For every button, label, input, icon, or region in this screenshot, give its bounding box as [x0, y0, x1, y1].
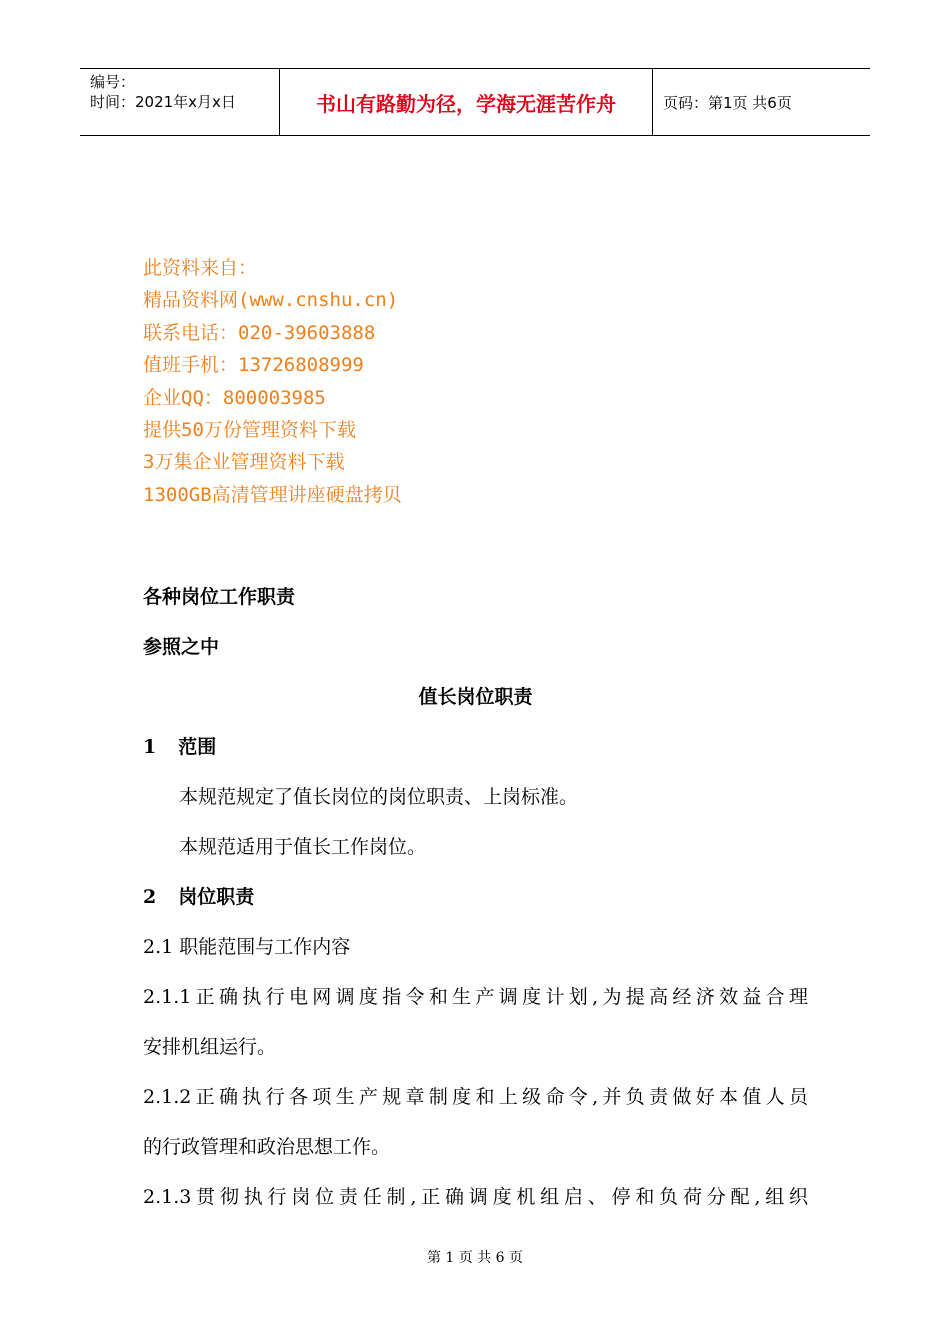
paragraph-line: 安排机组运行。	[143, 1036, 277, 1058]
ad-line: 值班手机：13726808999	[143, 354, 364, 377]
doc-subheading: 参照之中	[143, 636, 220, 658]
doc-heading: 各种岗位工作职责	[143, 586, 296, 608]
ad-line: 3万集企业管理资料下载	[143, 451, 345, 474]
section-number: 2	[143, 886, 157, 908]
paragraph-line: 的行政管理和政治思想工作。	[143, 1136, 391, 1158]
header-meta	[80, 69, 280, 135]
header-time-label: 时间：2021年x月x日	[90, 93, 236, 111]
subsection-heading: 2.1 职能范围与工作内容	[143, 936, 351, 958]
paragraph: 本规范规定了值长岗位的岗位职责、上岗标准。	[179, 786, 579, 808]
header-motto: 书山有路勤为径，学海无涯苦作舟	[280, 69, 653, 135]
ad-line: 企业QQ：800003985	[143, 386, 326, 409]
header-page-label: 页码：第1页 共6页	[663, 93, 792, 112]
ad-block	[143, 252, 402, 511]
ad-line: 1300GB高清管理讲座硬盘拷贝	[143, 483, 402, 506]
page-header	[80, 68, 870, 136]
ad-line: 联系电话：020-39603888	[143, 321, 376, 344]
section-heading	[143, 732, 216, 759]
doc-title: 值长岗位职责	[418, 686, 533, 708]
section-title: 岗位职责	[178, 886, 255, 908]
ad-line: 提供50万份管理资料下载	[143, 419, 356, 442]
paragraph: 本规范适用于值长工作岗位。	[179, 836, 427, 858]
paragraph-line: 2.1.1正确执行电网调度指令和生产调度计划,为提高经济效益合理	[143, 986, 808, 1008]
page-footer: 第 1 页 共 6 页	[426, 1250, 524, 1266]
paragraph-line: 2.1.2正确执行各项生产规章制度和上级命令,并负责做好本值人员	[143, 1086, 808, 1108]
header-number-label: 编号：	[90, 73, 136, 91]
section-number: 1	[143, 736, 157, 758]
ad-line: 此资料来自：	[143, 257, 258, 279]
paragraph-line: 2.1.3贯彻执行岗位责任制,正确调度机组启、停和负荷分配,组织	[143, 1186, 808, 1208]
section-title: 范围	[178, 736, 217, 758]
ad-line: 精品资料网(www.cnshu.cn)	[143, 289, 399, 312]
section-heading	[143, 882, 254, 909]
